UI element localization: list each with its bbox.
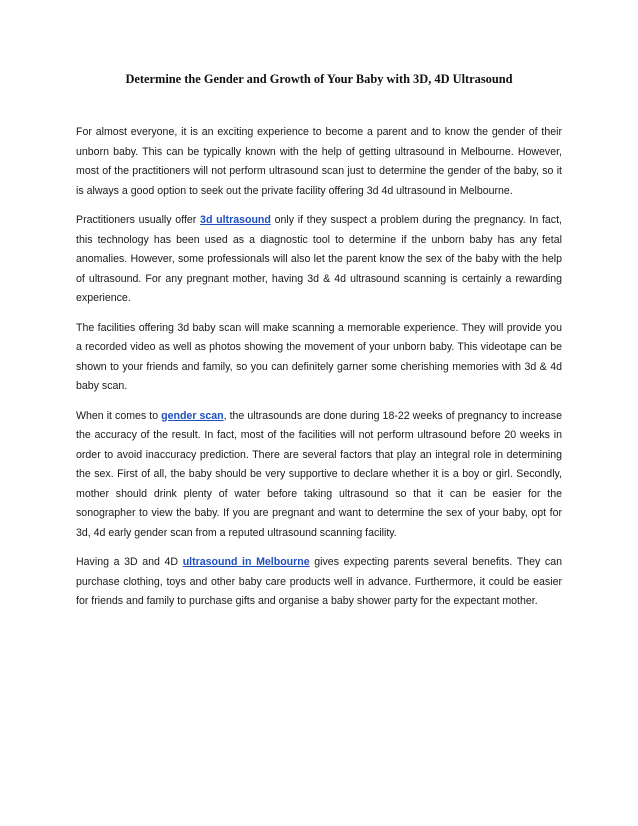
- paragraph-1-text: For almost everyone, it is an exciting experience to become a parent and to know the gender of their unborn baby. This can be typically known with the help of getting ultrasound in Melbourne. However, most of the practitioners will not perform ultrasound scan just to determine the gender of the baby, so it is always a good option to seek out the private facility offering 3d 4d ultrasound in Melbourne.: [76, 126, 562, 197]
- paragraph-4: [76, 407, 562, 544]
- paragraph-2: [76, 211, 562, 309]
- document-body: [76, 123, 562, 622]
- paragraph-5-before: Having a 3D and 4D: [76, 556, 183, 568]
- paragraph-2-after: only if they suspect a problem during the pregnancy. In fact, this technology has been used as a diagnostic tool to determine if the unborn baby has any fetal anomalies. However, some professionals will also let the parent know the sex of the baby with the help of ultrasound. For any pregnant mother, having 3d & 4d ultrasound scanning is certainly a rewarding experience.: [76, 214, 562, 304]
- paragraph-2-before: Practitioners usually offer: [76, 214, 201, 226]
- paragraph-5-after: gives expecting parents several benefits. They can purchase clothing, toys and other baby care products well in advance. Furthermore, it could be easier for friends and family to purchase gifts and organise a baby shower party for the expectant mother.: [76, 556, 562, 607]
- link-3d-ultrasound[interactable]: 3d ultrasound: [200, 214, 271, 226]
- document-title: Determine the Gender and Growth of Your Baby with 3D, 4D Ultrasound: [125, 72, 513, 86]
- paragraph-4-before: When it comes to: [76, 409, 162, 422]
- paragraph-5: [76, 553, 562, 612]
- paragraph-3-text: The facilities offering 3d baby scan will make scanning a memorable experience. They will provide you a recorded video as well as photos showing the movement of your unborn baby. This videotape can be shown to your friends and family, so you can definitely garner some cherishing memories with 3d & 4d baby scan.: [76, 321, 562, 392]
- link-gender-scan[interactable]: gender scan: [161, 409, 224, 422]
- paragraph-4-after: , the ultrasounds are done during 18-22 weeks of pregnancy to increase the accuracy of the result. In fact, most of the facilities will not perform ultrasound before 20 weeks in order to avoid inaccuracy prediction. There are several factors that play an integral role in determining the sex. First of all, the baby should be very supportive to declare whether it is a boy or girl. Secondly, mother should drink plenty of water before taking ultrasound so that it can be easier for the sonographer to view the baby. If you are pregnant and want to determine the sex of your baby, opt for 3d, 4d early gender scan from a reputed ultrasound scanning facility.: [76, 409, 562, 539]
- paragraph-1: [76, 123, 562, 201]
- link-ultrasound-in-melbourne[interactable]: ultrasound in Melbourne: [182, 556, 310, 568]
- paragraph-3: [76, 319, 562, 397]
